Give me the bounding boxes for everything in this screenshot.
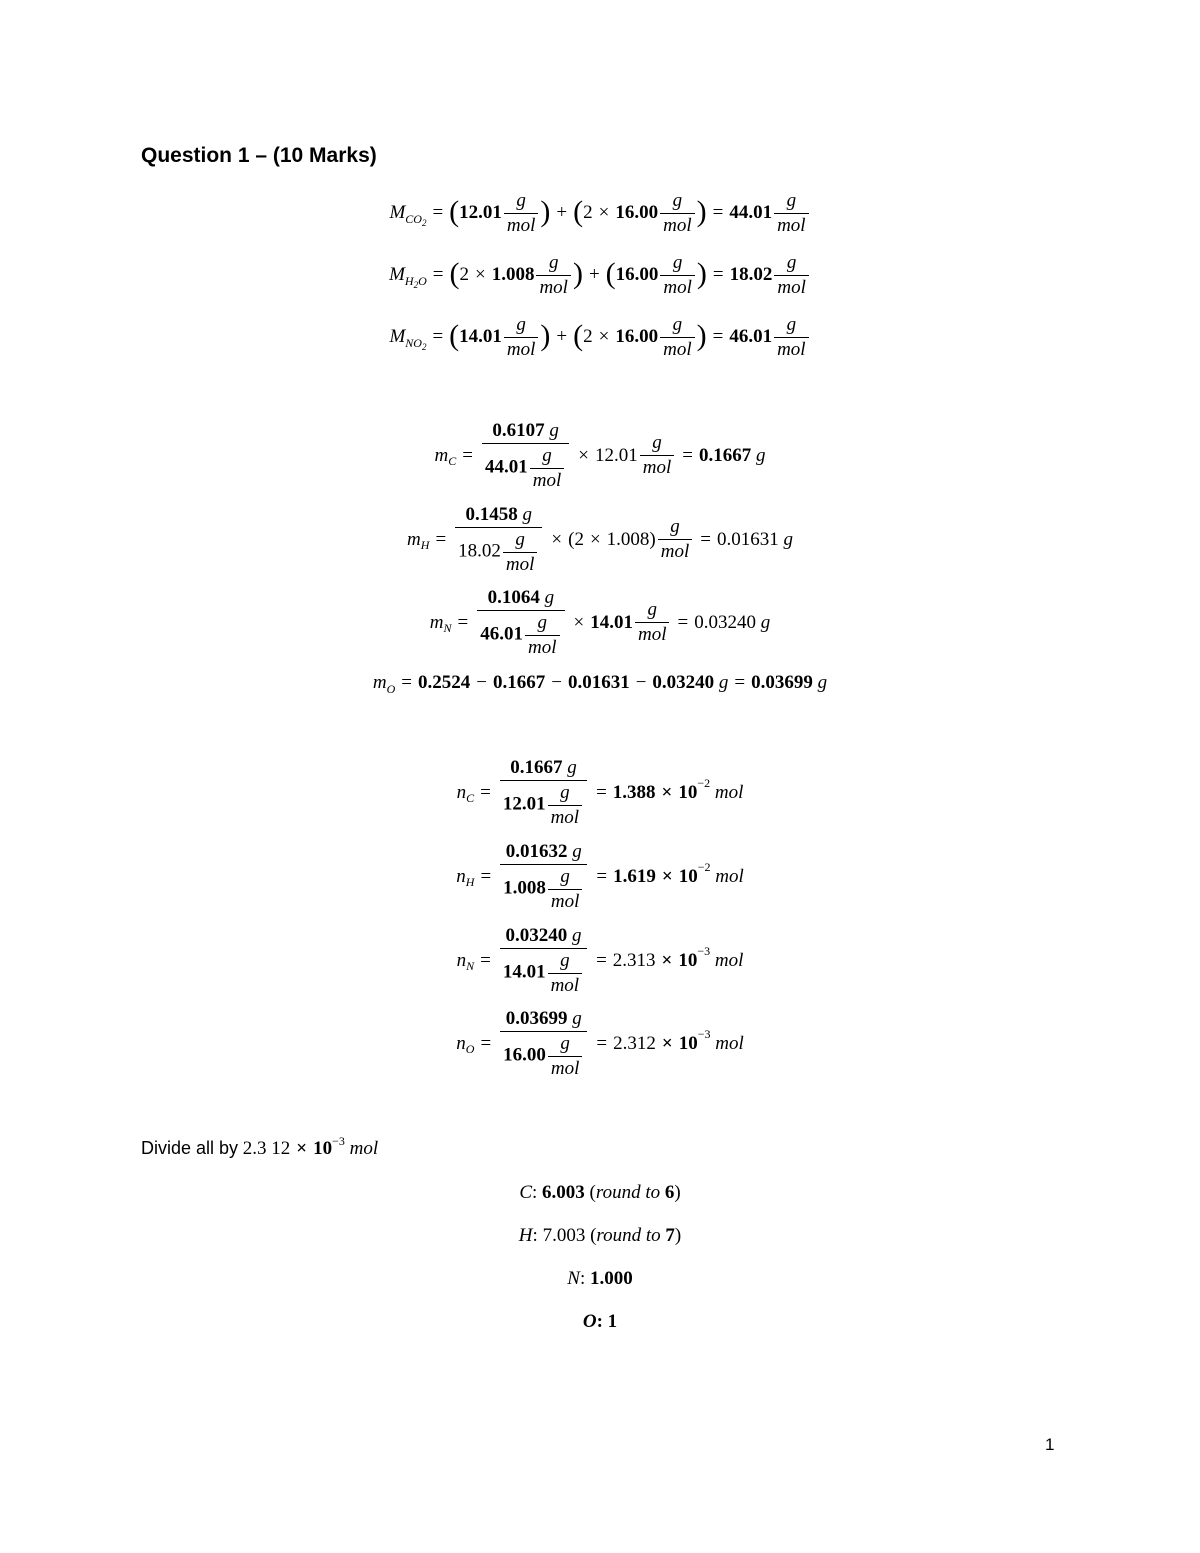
mass-carbon-equation: m C = 0.6107 g 44.01 $\frac{g}{\text{mol}}$ × 12.01 $\frac{g}{\text{mol}}$ = 0.1667 g (434, 420, 766, 491)
moles-oxygen-equation: n O = 0.03699 g 16.00 $\frac{g}{\text{mol}}$ = 2.312 × 10 −3 mol (456, 1008, 744, 1079)
divide-instruction: Divide all by 2.3 $12 \times 10^{-3}$ mol (141, 1134, 379, 1159)
ratio-carbon: C : 6.003 ( round to 6 ) (519, 1182, 681, 1203)
mass-oxygen-equation: m O = 0.2524 − 0.1667 − 0.01631 − 0.03240 g = 0.03699 g (372, 672, 828, 696)
page-number: 1 (1045, 1435, 1055, 1454)
question-heading: Question 1 – (10 Marks) (141, 144, 377, 167)
unit-fraction: $\frac{g}{\text{mol}}$ (504, 190, 539, 237)
ratio-oxygen: O : 1 (582, 1311, 618, 1332)
moles-hydrogen-equation: n H = 0.01632 g 1.008 $\frac{g}{\text{mol}}$ = 1.619 × 10 −2 mol (456, 841, 744, 912)
mass-hydrogen-equation: m H = 0.1458 g 18.02 $\frac{g}{\text{mol}}$ × ( 2 × 1.008 ) $\frac{g}{\text{mol}}$ = 0.01631 g (407, 504, 793, 575)
moles-nitrogen-equation: n N = 0.03240 g 14.01 $\frac{g}{\text{mol}}$ = 2.313 × 10 −3 mol (456, 925, 744, 996)
mass-nitrogen-equation: m N = 0.1064 g 46.01 $\frac{g}{\text{mol}}$ × 14.01 $\frac{g}{\text{mol}}$ = 0.03240 g (429, 587, 771, 658)
ratio-hydrogen: H : 7.003 ( round to 7 ) (518, 1225, 682, 1246)
mass-fraction: 0.6107 g 44.01 $\frac{g}{\text{mol}}$ (482, 420, 569, 492)
ratio-nitrogen: N : 1.000 (567, 1268, 633, 1289)
symbol: M (389, 202, 406, 224)
term-value: 12.01 (459, 202, 502, 224)
molar-mass-no2-equation: M $NO_2$ = ( 14.01 $\frac{g}{\text{mol}}$ ) + ( 2 × 16.00 $\frac{g}{\text{mol}}$ ) = 46.01 $\frac{g}{\text{mol}}$ (0, 314, 1200, 361)
molar-mass-h2o-equation: M $H_2O$ = ( 2 × 1.008 $\frac{g}{\text{mol}}$ ) + ( 16.00 $\frac{g}{\text{mol}}$ ) = 18.02 $\frac{g}{\text{mol}}$ (0, 252, 1200, 299)
result-value: 44.01 (729, 202, 773, 224)
moles-carbon-equation: n C = 0.1667 g 12.01 $\frac{g}{\text{mol}}$ = 1.388 × 10 −2 mol (456, 757, 744, 828)
molar-mass-co2-equation: M $CO_2$ = ( 12.01 $\frac{g}{\text{mol}}$ ) + ( 2 × 16.00 $\frac{g}{\text{mol}}$ ) = 44.01 $\frac{g}{\text{mol}}$ (0, 190, 1200, 237)
